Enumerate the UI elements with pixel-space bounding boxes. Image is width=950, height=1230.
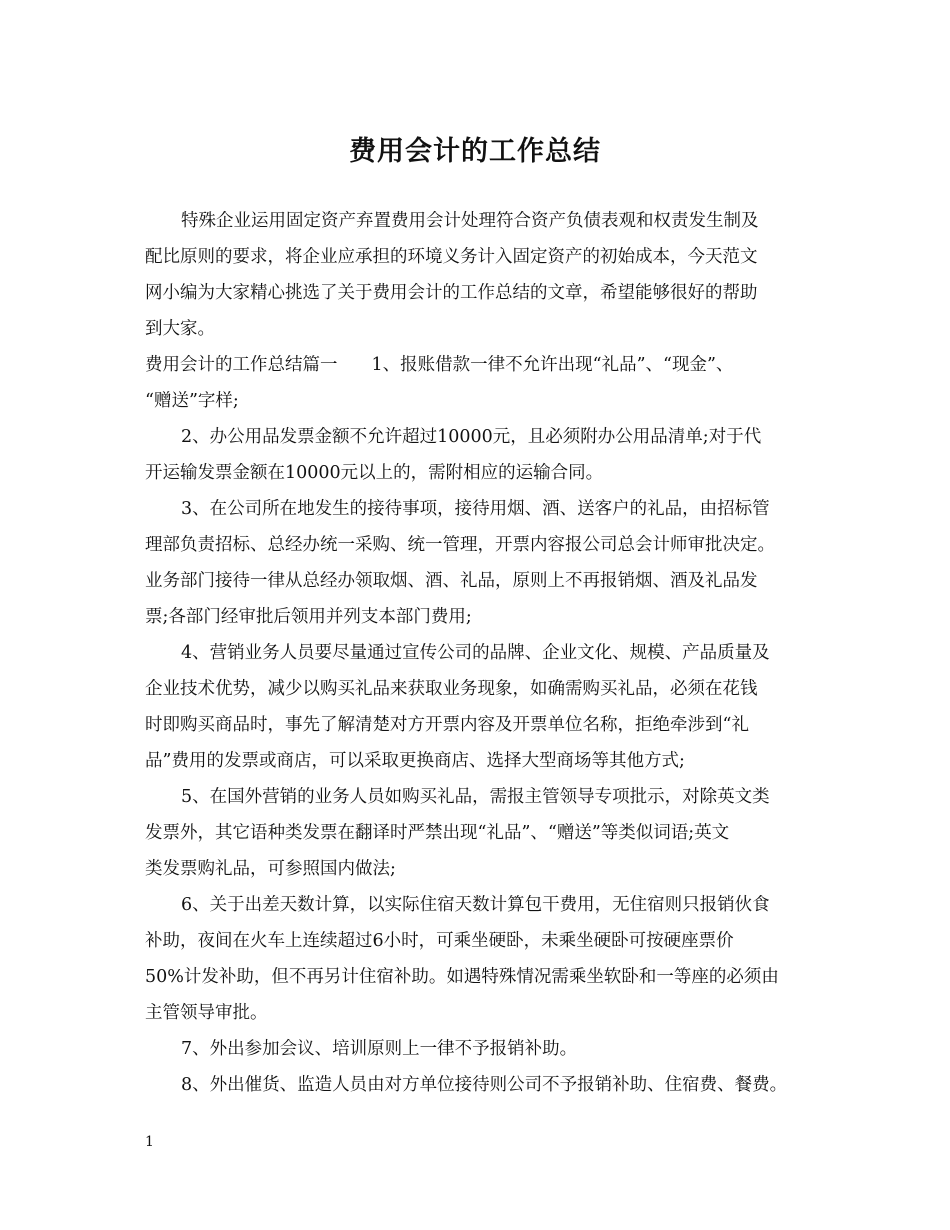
section-heading-line [145, 347, 815, 383]
paragraph-line: 补助，夜间在火车上连续超过6小时，可乘坐硬卧，未乘坐硬卧可按硬座票价 [145, 931, 734, 951]
paragraph-line: 5、在国外营销的业务人员如购买礼品，需报主管领导专项批示，对除英文类 [181, 787, 770, 807]
paragraph-line: 8、外出催货、监造人员由对方单位接待则公司不予报销补助、住宿费、餐费。 [181, 1075, 788, 1095]
paragraph-line: 企业技术优势，减少以购买礼品来获取业务现象，如确需购买礼品，必须在花钱 [145, 679, 758, 699]
paragraph-line: 3、在公司所在地发生的接待事项，接待用烟、酒、送客户的礼品，由招标管 [181, 499, 770, 519]
page-title: 费用会计的工作总结 [349, 136, 601, 167]
section-heading: 费用会计的工作总结篇一 [145, 355, 338, 375]
paragraph-line: 类发票购礼品，可参照国内做法; [145, 859, 396, 879]
paragraph-line: 特殊企业运用固定资产弃置费用会计处理符合资产负债表观和权责发生制及 [181, 211, 759, 231]
paragraph-line: 开运输发票金额在10000元以上的，需附相应的运输合同。 [145, 463, 604, 483]
document-body [145, 203, 815, 1103]
paragraph-line: “赠送”字样; [145, 391, 239, 411]
paragraph-line: 发票外，其它语种类发票在翻译时严禁出现“礼品”、“赠送”等类似词语;英文 [145, 823, 730, 843]
paragraph-line: 品”费用的发票或商店，可以采取更换商店、选择大型商场等其他方式; [145, 751, 685, 771]
paragraph-line: 50%计发补助，但不再另计住宿补助。如遇特殊情况需乘坐软卧和一等座的必须由 [145, 967, 779, 987]
paragraph-line: 1、报账借款一律不允许出现“礼品”、“现金”、 [371, 355, 734, 375]
paragraph-line: 4、营销业务人员要尽量通过宣传公司的品牌、企业文化、规模、产品质量及 [181, 643, 770, 663]
paragraph-line: 7、外出参加会议、培训原则上一律不予报销补助。 [181, 1039, 578, 1059]
paragraph-line: 2、办公用品发票金额不允许超过10000元，且必须附办公用品清单;对于代 [181, 427, 762, 447]
paragraph-line: 业务部门接待一律从总经办领取烟、酒、礼品，原则上不再报销烟、酒及礼品发 [145, 571, 758, 591]
paragraph-line: 时即购买商品时，事先了解清楚对方开票内容及开票单位名称，拒绝牵涉到“礼 [145, 715, 749, 735]
paragraph-line: 票;各部门经审批后领用并列支本部门费用; [145, 607, 472, 627]
paragraph-line: 到大家。 [145, 319, 215, 339]
page-number: 1 [145, 1134, 154, 1150]
paragraph-line: 主管领导审批。 [145, 1003, 268, 1023]
paragraph-line: 网小编为大家精心挑选了关于费用会计的工作总结的文章，希望能够很好的帮助 [145, 283, 758, 303]
paragraph-line: 6、关于出差天数计算，以实际住宿天数计算包干费用，无住宿则只报销伙食 [181, 895, 770, 915]
paragraph-line: 配比原则的要求，将企业应承担的环境义务计入固定资产的初始成本，今天范文 [145, 247, 758, 267]
paragraph-line: 理部负责招标、总经办统一采购、统一管理，开票内容报公司总会计师审批决定。 [145, 535, 775, 555]
